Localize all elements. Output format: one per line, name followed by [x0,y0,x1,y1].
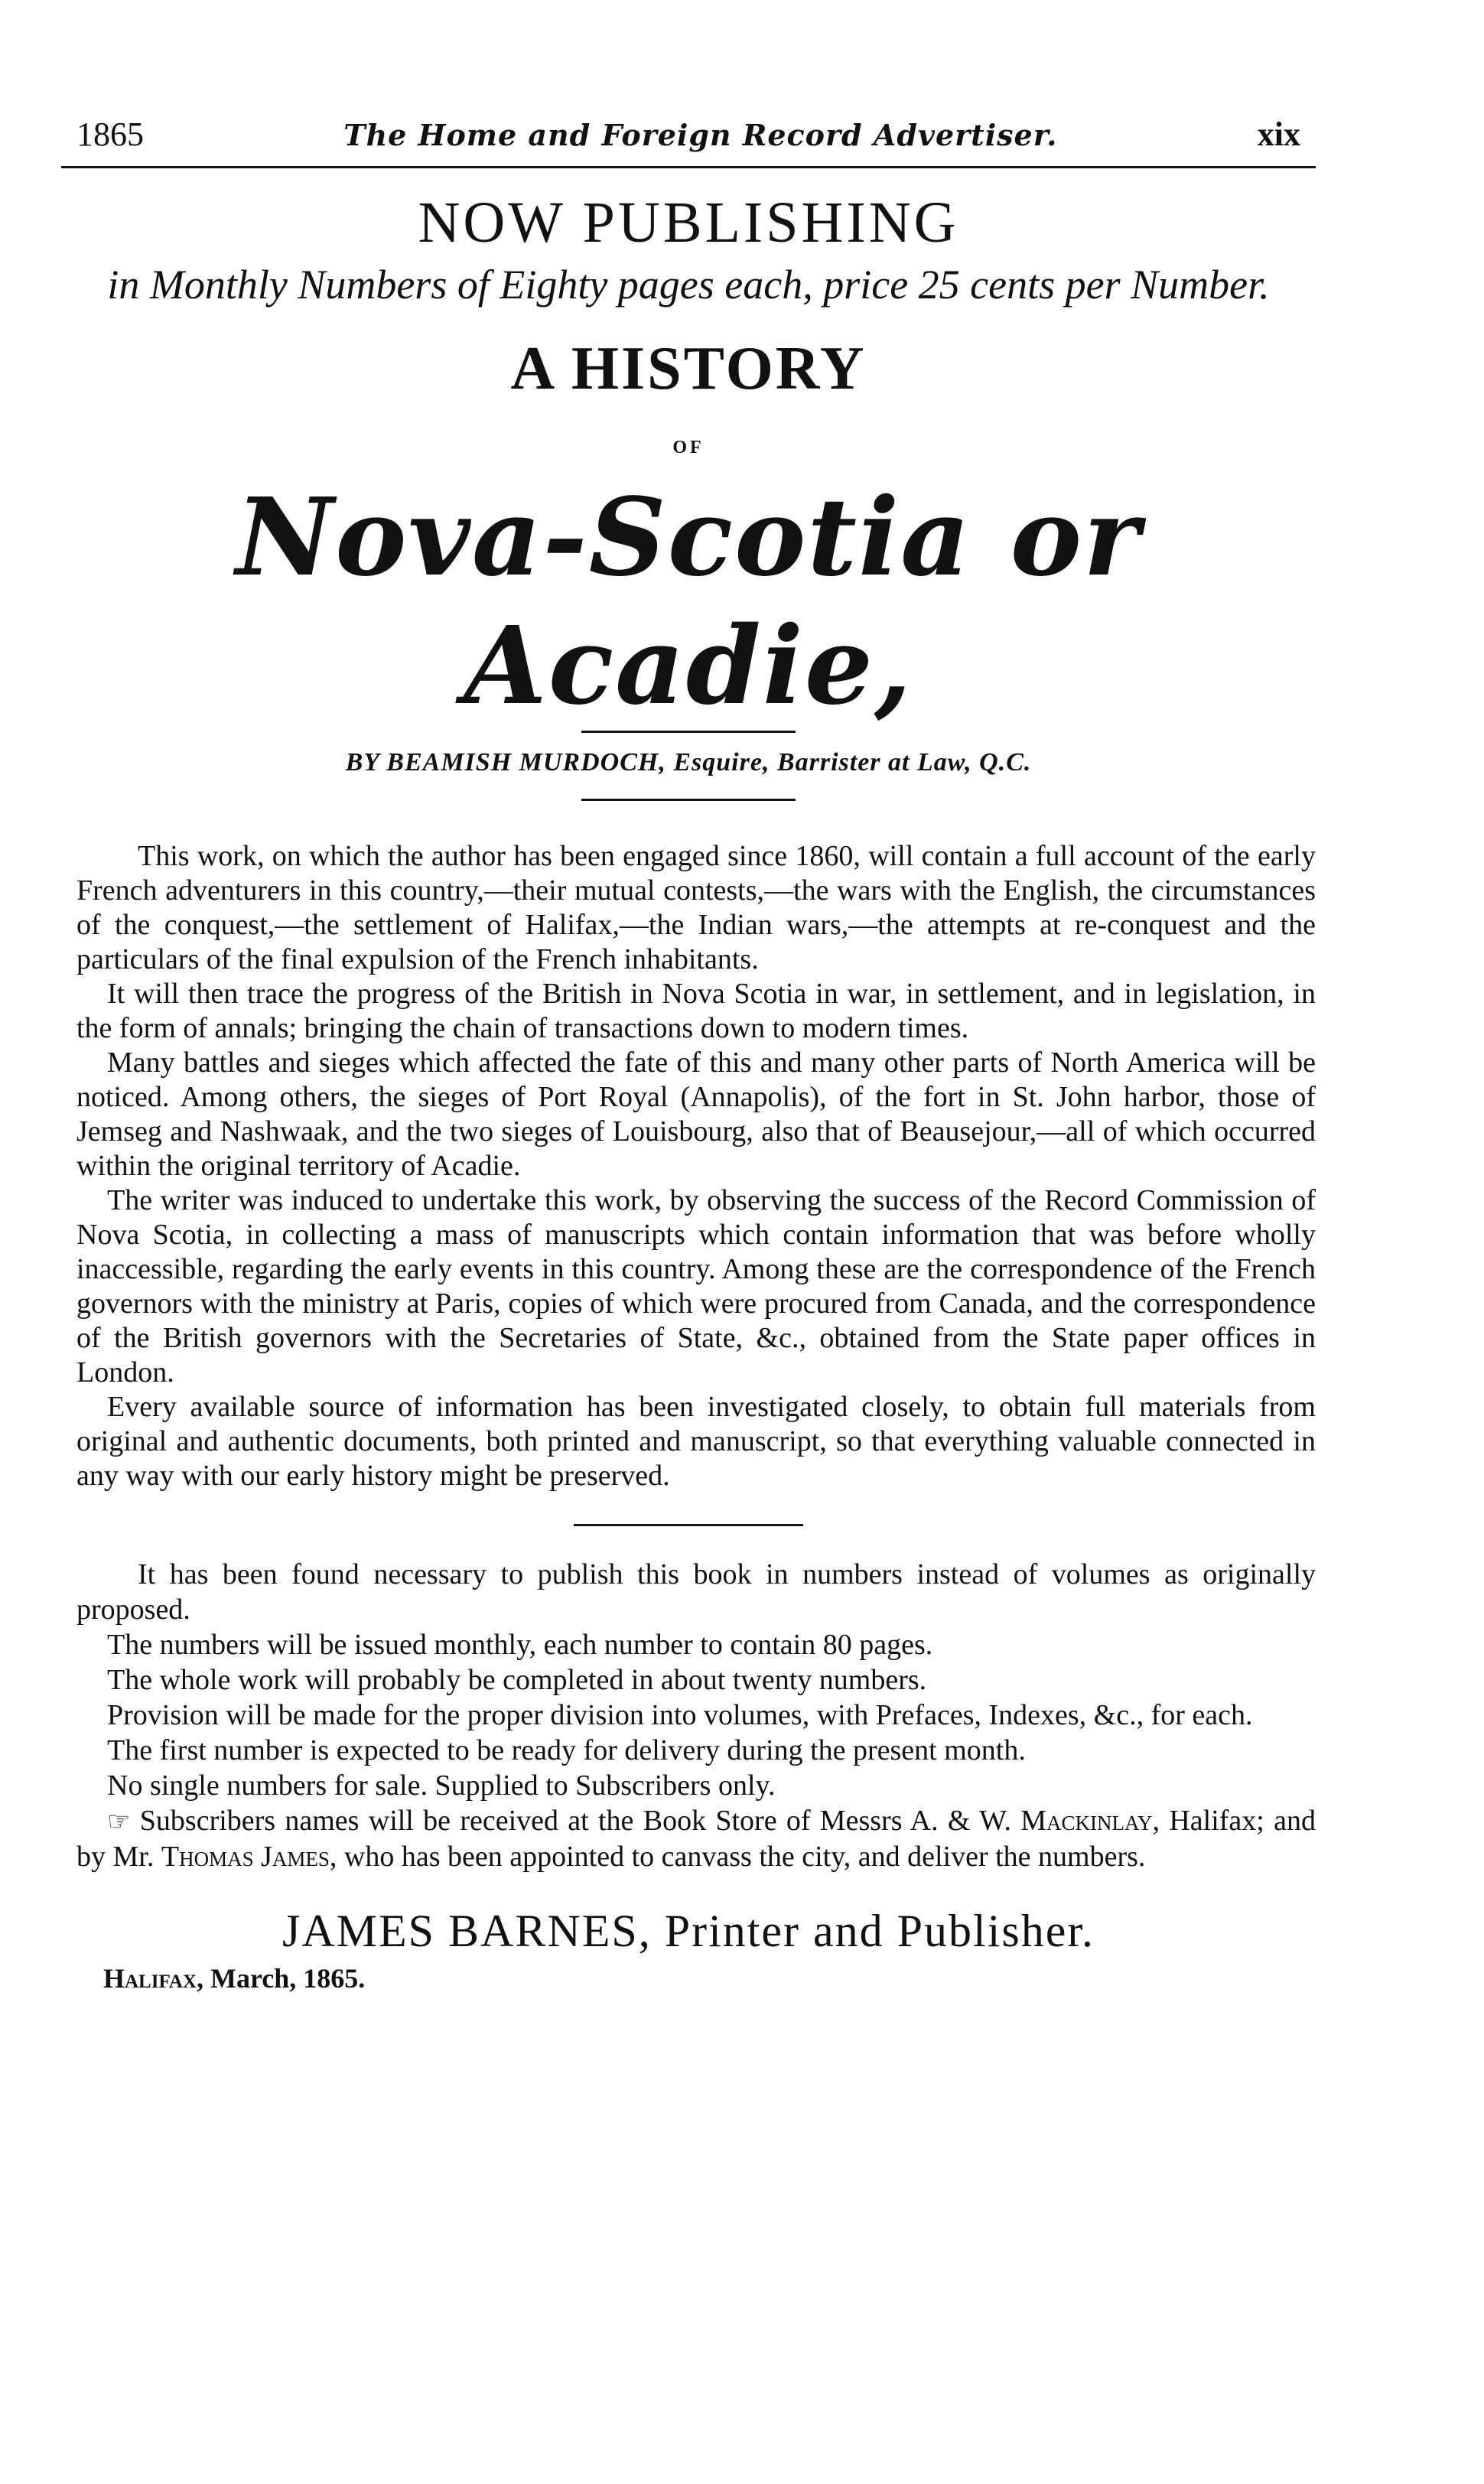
paragraph: This work, on which the author has been engaged since 1860, will contain a full account of the early French adventurers in this country,—their mutual contests,—the wars with the English, the circumstances of the conquest,—the settlement of Halifax,—the Indian wars,—the attempts at re-conquest and the particulars of the final expulsion of the French inhabitants. [76,840,1316,976]
header-rule [61,166,1316,168]
divider-rule [581,731,796,733]
notice: The first number is expected to be ready for delivery during the present month. [107,1734,1026,1767]
header-page-number: xix [1257,116,1300,153]
notice-text: , who has been appointed to canvass the city, and deliver the numbers. [329,1841,1146,1874]
notice: The numbers will be issued monthly, each number to contain 80 pages. [107,1629,933,1662]
notice: Provision will be made for the proper division into volumes, with Prefaces, Indexes, &c., for each. [107,1699,1253,1732]
dateline-date: , March, 1865. [196,1963,366,1994]
notice: It has been found necessary to publish this book in numbers instead of volumes as originally proposed. [76,1558,1316,1626]
paragraph: It will then trace the progress of the British in Nova Scotia in war, in settlement, and in legislation, in the form of annals; bringing the chain of transactions down to modern times. [76,978,1316,1045]
notice-text: Subscribers names will be received at the Book Store of Messrs A. & W. [139,1805,1011,1838]
notice-text: , Halifax; and by Mr. [76,1805,1316,1874]
paragraph: Every available source of information has been investigated closely, to obtain full materials from original and authentic documents, both printed and manuscript, so that everything valuable connected in any way with our early history might be preserved. [76,1391,1316,1493]
divider-rule [581,799,796,801]
bookseller-name: Mackinlay [1020,1805,1153,1838]
of-label: OF [672,438,705,458]
pointing-hand-icon: ☞ [107,1806,131,1838]
author-byline: BY BEAMISH MURDOCH, Esquire, Barrister at Law, Q.C. [345,748,1032,777]
header-year: 1865 [76,116,144,153]
dateline-place: Halifax [103,1963,197,1994]
subscribers-notice [76,1803,1316,1874]
paragraph: Many battles and sieges which affected the fate of this and many other parts of North America will be noticed. Among others, the sieges of Port Royal (Annapolis), of the fort in St. John harbor, those of Jemseg and Nashwaak, and the two sieges of Louisbourg, also that of Beausejour,—all of which occurred within the original territory of Acadie. [76,1047,1316,1183]
agent-name: Thomas James [161,1841,330,1874]
notice: No single numbers for sale. Supplied to Subscribers only. [107,1769,776,1802]
book-subject-title: Nova-Scotia or Acadie, [236,475,1141,730]
header-title: The Home and Foreign Record Advertiser. [343,118,1058,152]
divider-rule [574,1524,803,1526]
history-title: A HISTORY [510,335,867,403]
notice: The whole work will probably be completed in about twenty numbers. [107,1664,927,1697]
subscription-notices [76,1557,1316,1874]
description-text [76,839,1316,1493]
running-head [61,115,1316,154]
now-publishing-heading: NOW PUBLISHING [418,190,959,255]
paragraph: The writer was induced to undertake this work, by observing the success of the Record Commission of Nova Scotia, in collecting a mass of manuscripts which contain information that was before wholly inaccessible, regarding the early events in this country. Among these are the correspondence of the French governors with the ministry at Paris, copies of which were procured from Canada, and the correspondence of the British governors with the Secretaries of State, &c., obtained from the State paper offices in London. [76,1184,1316,1389]
dateline [103,1962,1316,1994]
publisher-line: JAMES BARNES, Printer and Publisher. [282,1906,1095,1957]
publication-terms: in Monthly Numbers of Eighty pages each, price 25 cents per Number. [107,261,1270,308]
